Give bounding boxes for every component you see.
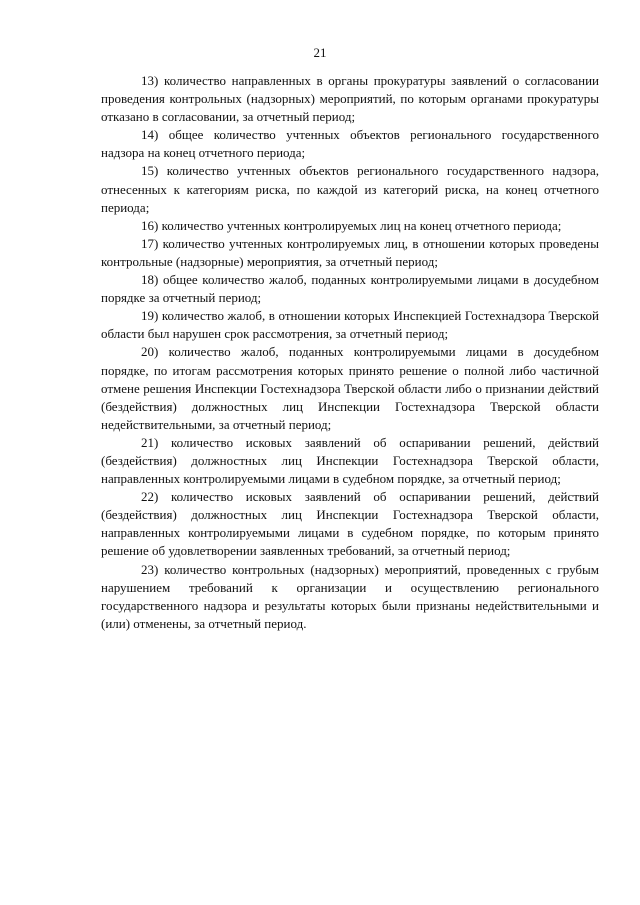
list-item-23: 23) количество контрольных (надзорных) мероприятий, проведенных с грубым нарушением требований к организации и осуществлению регионального государственного надзора и результаты которых были признаны недействительными и (или) отменены, за отчетный период. [101,561,599,631]
list-item-17: 17) количество учтенных контролируемых лиц, в отношении которых проведены контрольные (надзорные) мероприятия, за отчетный период; [101,235,599,269]
list-item-21: 21) количество исковых заявлений об оспаривании решений, действий (бездействия) должностных лиц Инспекции Гостехнадзора Тверской области, направленных контролируемыми лицами в судебном порядке, за отчетный период; [101,434,599,487]
list-item-15: 15) количество учтенных объектов регионального государственного надзора, отнесенных к категориям риска, по каждой из категорий риска, на конец отчетного периода; [101,163,599,215]
list-item-22: 22) количество исковых заявлений об оспаривании решений, действий (бездействия) должностных лиц Инспекции Гостехнадзора Тверской области, направленных контролируемыми лицами в судебном порядке, по которым принято решение об удовлетворении заявленных требований, за отчетный период; [101,489,599,559]
list-item-19: 19) количество жалоб, в отношении которых Инспекцией Гостехнадзора Тверской области был нарушен срок рассмотрения, за отчетный период; [101,308,599,342]
list-item-16: 16) количество учтенных контролируемых лиц на конец отчетного периода; [141,217,562,233]
list-item-18: 18) общее количество жалоб, поданных контролируемыми лицами в досудебном порядке за отчетный период; [101,272,599,306]
page-number: 21 [313,45,327,60]
list-item-14: 14) общее количество учтенных объектов регионального государственного надзора на конец отчетного периода; [101,127,599,161]
document-body [101,72,599,633]
list-item-13: 13) количество направленных в органы прокуратуры заявлений о согласовании проведения контрольных (надзорных) мероприятий, по которым органами прокуратуры отказано в согласовании, за отчетный период; [101,73,599,125]
list-item-20: 20) количество жалоб, поданных контролируемыми лицами в досудебном порядке, по итогам рассмотрения которых принято решение о полной либо частичной отмене решения Инспекции Гостехнадзора Тверской области либо о признании действий (бездействия) должностных лиц Инспекции Гостехнадзора Тверской области недействительными, за отчетный период; [101,344,599,432]
